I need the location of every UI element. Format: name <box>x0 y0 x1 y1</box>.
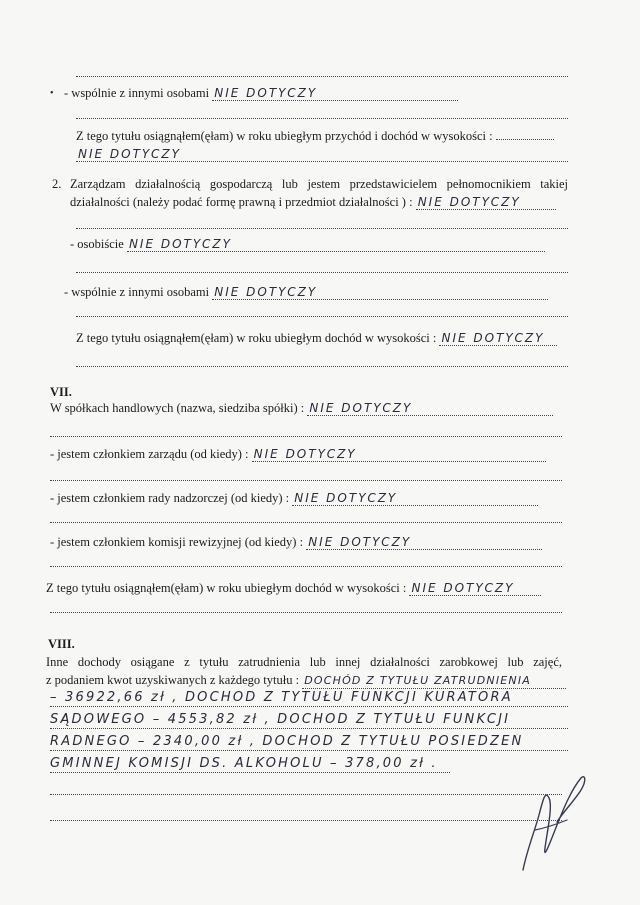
income-detail-line: RADNEGO – 2340,00 zł , DOCHÓD Z TYTUŁU POSIEDZEŃ <box>50 734 568 751</box>
dotted-line <box>50 612 562 613</box>
income7-row <box>46 580 541 596</box>
income-label: Z tego tytułu osiągnąłem(ęłam) w roku ubiegłym przychód i dochód w wysokości : <box>76 129 493 143</box>
viii-line1: Inne dochody osiągane z tytułu zatrudnienia lub innej działalności zarobkowej lub zajęć, <box>46 655 562 669</box>
income-detail-line: – 36922,66 zł , DOCHÓD Z TYTUŁU FUNKCJI KURATORA <box>50 690 568 707</box>
companies-row <box>50 400 553 416</box>
dotted-fill <box>496 129 554 140</box>
viii-line2-label: z podaniem kwot uzyskiwanych z każdego tytułu : <box>46 673 300 687</box>
board-value: NIE DOTYCZY <box>252 447 546 462</box>
income-detail-line: GMINNEJ KOMISJI DS. ALKOHOLU – 378,00 zł . <box>50 756 450 773</box>
income7-label: Z tego tytułu osiągnąłem(ęłam) w roku ubiegłym dochód w wysokości : <box>46 581 407 595</box>
dotted-line <box>76 228 568 229</box>
income-value: NIE DOTYCZY <box>76 147 568 162</box>
jointly2-label: - wspólnie z innymi osobami <box>64 285 210 299</box>
income7-value: NIE DOTYCZY <box>409 581 541 596</box>
jointly2-value: NIE DOTYCZY <box>212 285 548 300</box>
viii-line2-value: DOCHÓD Z TYTUŁU ZATRUDNIENIA <box>302 674 566 689</box>
income2-label: Z tego tytułu osiągnąłem(ęłam) w roku ubiegłym dochód w wysokości : <box>76 331 437 345</box>
board-row <box>50 446 546 462</box>
personally-label: - osobiście <box>70 237 124 251</box>
income-detail-line: SĄDOWEGO – 4553,82 zł , DOCHÓD Z TYTUŁU FUNKCJI <box>50 712 568 729</box>
item2-line2-row <box>70 194 556 210</box>
supervisory-value: NIE DOTYCZY <box>292 491 538 506</box>
companies-value: NIE DOTYCZY <box>307 401 553 416</box>
dotted-line <box>76 316 568 317</box>
board-label: - jestem członkiem zarządu (od kiedy) : <box>50 447 249 461</box>
signature-image <box>505 770 595 880</box>
dotted-line <box>76 366 568 367</box>
item2-number: 2. <box>52 177 62 191</box>
jointly-row <box>64 85 458 101</box>
audit-label: - jestem członkiem komisji rewizyjnej (od kiedy) : <box>50 535 304 549</box>
dotted-line <box>50 566 562 567</box>
dotted-line <box>50 794 562 795</box>
audit-value: NIE DOTYCZY <box>306 535 542 550</box>
section-viii-heading: VIII. <box>48 637 75 651</box>
dotted-line <box>50 522 562 523</box>
jointly2-row <box>64 284 548 300</box>
section-vii-heading: VII. <box>50 385 72 399</box>
income2-value: NIE DOTYCZY <box>439 331 557 346</box>
companies-label: W spółkach handlowych (nazwa, siedziba spółki) : <box>50 401 305 415</box>
dotted-line <box>76 272 568 273</box>
dotted-line <box>76 118 568 119</box>
dotted-line <box>76 76 568 77</box>
item2-line2: działalności (należy podać formę prawną i przedmiot działalności ) : <box>70 195 413 209</box>
dotted-line <box>50 436 562 437</box>
viii-line2-row <box>46 672 566 689</box>
income-value-row <box>76 146 568 162</box>
jointly-label: - wspólnie z innymi osobami <box>64 86 210 100</box>
item2-value: NIE DOTYCZY <box>416 195 556 210</box>
bullet-mark: • <box>50 88 54 99</box>
item2-line1: Zarządzam działalnością gospodarczą lub jestem przedstawicielem pełnomocnikiem takiej <box>70 177 568 191</box>
personally-row <box>70 236 545 252</box>
personally-value: NIE DOTYCZY <box>127 237 545 252</box>
income2-row <box>76 330 557 346</box>
dotted-line <box>50 480 562 481</box>
supervisory-label: - jestem członkiem rady nadzorczej (od kiedy) : <box>50 491 290 505</box>
supervisory-row <box>50 490 538 506</box>
income-row <box>76 128 554 144</box>
jointly-value: NIE DOTYCZY <box>212 86 458 101</box>
audit-row <box>50 534 542 550</box>
dotted-line <box>50 820 562 821</box>
